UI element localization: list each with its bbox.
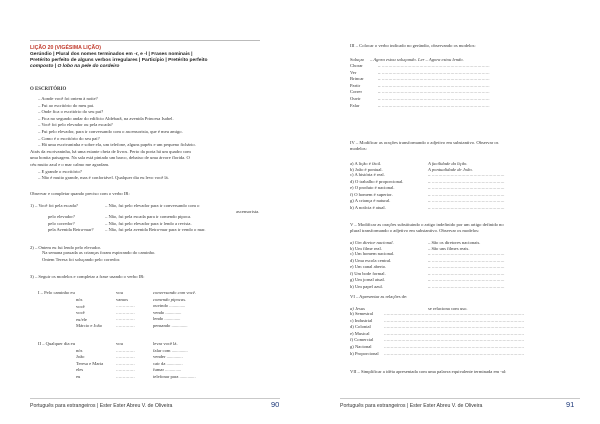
- ex6-model-answer: se relaciona com uso.: [428, 306, 468, 311]
- ex2-lines: [42, 250, 155, 263]
- ex4-blanks: [428, 172, 505, 212]
- subject: Teresa e Maria: [76, 360, 104, 366]
- phrase: levar você lá.: [153, 341, 178, 346]
- lesson-title: LIÇÃO 20 (VIGÉSIMA LIÇÃO): [30, 45, 101, 51]
- answer-blank[interactable]: – ................................................................................: [378, 82, 490, 88]
- answer-blank[interactable]: – ......................................................: [428, 198, 505, 204]
- ex4-item: f) O homem é superior.: [350, 191, 393, 197]
- verb: vou: [116, 341, 123, 346]
- verb-blank[interactable]: ..............: [116, 316, 135, 322]
- ex7-title: VII – Simplificar a idéia apresentada com uma palavra equivalente terminada em -al:: [350, 369, 507, 374]
- dialogue-end: [38, 169, 169, 182]
- ex1-question: 1) – Você foi pela escada?: [30, 203, 78, 208]
- ex1-answer-cont: ascensorista.: [236, 209, 260, 214]
- verb-label: Ver: [350, 69, 357, 75]
- page-number: 91: [566, 400, 575, 409]
- dialogue-line: – Onde fica o escritório do seu pai?: [38, 109, 104, 115]
- verb-label: Partir: [350, 82, 361, 88]
- subject: eles: [76, 367, 84, 373]
- ex3-part1-verbs: [116, 290, 135, 330]
- ex4-item: g) A criança é natural.: [350, 198, 391, 204]
- ex5-title-2: plural transformando o adjetivo em substantivo. Observar os modelos:: [350, 228, 480, 233]
- phrase[interactable]: vender ..............: [153, 354, 183, 360]
- answer-blank[interactable]: – ......................................................: [428, 185, 505, 191]
- answer-blank[interactable]: – ......................................................: [428, 283, 505, 289]
- ex3-part2-verbs: [116, 341, 135, 381]
- ex6-item: f) Comercial: [350, 337, 374, 343]
- ex6-items: [350, 311, 379, 357]
- dialogue-line: – Fui ao escritório do meu pai.: [38, 102, 95, 108]
- verb-label: Falar: [350, 102, 360, 108]
- answer-blank[interactable]: – ......................................................: [428, 251, 505, 256]
- ex5-item: d) Uma escola central.: [350, 257, 392, 263]
- ex1-answer: – Não, fui pelo elevador para ir conversando com o: [105, 203, 200, 208]
- answer-blank[interactable]: – ......................................................: [428, 277, 505, 283]
- phrase[interactable]: vendo ..............: [153, 309, 182, 315]
- dialogue-line: – Fica no segundo andar do edifício Aldebarã, na avenida Princesa Isabel.: [38, 115, 174, 121]
- dialogue-line: – Há uma escrivaninha e sobre ela, um telefone, alguns papéis e um pequeno fichário.: [38, 142, 196, 148]
- subject: você: [76, 303, 85, 309]
- section-title: O ESCRITÓRIO: [30, 87, 67, 92]
- topics-line-3: composto | O lobo na pele do cordeiro: [30, 64, 120, 69]
- ex6-title: VI – Apresentar as relações de:: [350, 294, 408, 299]
- subject: nós: [76, 347, 83, 353]
- ex3-part1-label: I – Pelo caminho eu: [38, 290, 75, 295]
- ex6-blanks: [384, 311, 524, 357]
- verb-blank[interactable]: ..............: [116, 309, 135, 315]
- answer-blank[interactable]: ........................................................................................................: [384, 350, 525, 356]
- instruction: Observar e completar quando preciso com o verbo IR:: [30, 191, 130, 196]
- ex3-part2-label: II – Qualquer dia eu: [38, 341, 75, 346]
- ex6-item: c) Industrial: [350, 317, 373, 323]
- answer-blank[interactable]: – ......................................................: [428, 264, 505, 270]
- ex3-part1-phrases: [153, 290, 196, 330]
- dialogue-continued: [30, 149, 191, 169]
- topics-line-1: Gerúndio | Plural dos nomes terminados em -r, e -l | Frases nominais |: [30, 52, 193, 57]
- dialogue-line: Atrás da escrivaninha, há uma estante cheia de livros. Perto da porta há um quadro com: [30, 148, 191, 154]
- page-number: 90: [271, 400, 280, 409]
- topics-line-2: Pretérito perfeito de alguns verbos irregulares | Particípio | Pretérito perfeito: [30, 58, 208, 63]
- ex4-item: d) O trabalho é proporcional.: [350, 178, 404, 184]
- phrase[interactable]: telefonar para ..............: [153, 373, 196, 379]
- ex5-model-2: b) Um filme real.: [350, 246, 382, 251]
- right-page: [300, 0, 600, 424]
- subject: você: [76, 310, 85, 316]
- answer-blank[interactable]: ........................................................................................................: [384, 317, 525, 323]
- phrase: comendo pipocas.: [153, 296, 187, 302]
- ex4-items: [350, 172, 403, 212]
- answer-blank[interactable]: – ................................................................................: [378, 63, 490, 68]
- ex3r-title: III – Colocar o verbo indicado no gerúndio, observando os modelos:: [350, 43, 476, 48]
- phrase[interactable]: cair da ..............: [153, 360, 183, 366]
- ex3-part1-subjects: [76, 297, 102, 330]
- ex1-prompt: pelo corredor?: [48, 220, 75, 226]
- answer-blank[interactable]: – ................................................................................: [378, 76, 490, 82]
- dialogue-line: céu muito azul e o mar calmo me agradam.: [30, 161, 110, 167]
- ex3r-model-text: – Agora estou soluçando. Ler – Agora estou lendo.: [370, 57, 464, 62]
- answer-blank[interactable]: ........................................................................................................: [384, 330, 525, 336]
- ex3-title: 3) – Seguir os modelos e completar a frase usando o verbo IR:: [30, 274, 145, 279]
- answer-blank[interactable]: – ................................................................................: [378, 69, 490, 75]
- answer-blank[interactable]: – ......................................................: [428, 191, 505, 197]
- dialogue-line: – E grande o escritório?: [38, 168, 82, 174]
- verb-blank[interactable]: ..............: [116, 367, 135, 373]
- subject: Márcio e João: [76, 323, 103, 329]
- verb-label: Correr: [350, 89, 362, 95]
- ex1-prompt: pela Avenida Beira-mar?: [48, 227, 94, 233]
- answer-blank[interactable]: – ......................................................: [428, 172, 505, 177]
- ex4-model-1-answer: A facilidade da lição.: [428, 161, 468, 166]
- ex6-item: g) Nacional: [350, 343, 372, 349]
- answer-blank[interactable]: – ......................................................: [428, 257, 505, 263]
- ex4-item: e) O produto é nacional.: [350, 185, 395, 191]
- ex1-prompts: [48, 214, 94, 234]
- footer-rule: [30, 398, 280, 399]
- ex4-item: h) A notícia é atual.: [350, 204, 386, 210]
- ex2-line: Na semana passada as crianças foram espirrando do caminho.: [42, 250, 156, 255]
- ex3r-model-label: Soluçar: [350, 57, 365, 62]
- answer-blank[interactable]: – ................................................................................: [378, 102, 490, 108]
- answer-blank[interactable]: ........................................................................................................: [384, 311, 525, 316]
- ex5-item: g) Um jornal atual.: [350, 277, 385, 283]
- dialogue-line: uma bonita paisagem. Na sala está pintado um barco, debaixo de uma árvore florida. O: [30, 155, 190, 161]
- phrase[interactable]: ouvindo ..............: [153, 303, 186, 309]
- verb-label: Brincar: [350, 76, 364, 82]
- subject: eu: [76, 373, 81, 379]
- dialogue-line: – Você foi pelo elevador ou pela escada?: [38, 122, 113, 128]
- answer-blank[interactable]: ........................................................................................................: [384, 337, 525, 343]
- verb-blank[interactable]: ..............: [116, 322, 135, 328]
- ex1-response: – Não, fui pela escada para ir comendo pipoca.: [105, 214, 192, 219]
- ex4-model-2-answer: A pontualidade de João.: [428, 167, 473, 172]
- ex5-item: f) Um bode formal.: [350, 270, 386, 276]
- ex3-part2-phrases: [153, 341, 196, 381]
- answer-blank[interactable]: – ................................................................................: [378, 89, 490, 95]
- ex4-model-2: b) João é pontual.: [350, 167, 383, 172]
- phrase[interactable]: falar com ..............: [153, 347, 188, 353]
- ex2-line: Ontem Teresa foi soluçando pelo corredor.: [42, 256, 121, 262]
- verb-blank[interactable]: ..............: [116, 360, 135, 366]
- verb-blank[interactable]: ..............: [116, 354, 135, 360]
- ex3r-verbs: [350, 63, 364, 109]
- ex5-blanks: [428, 251, 505, 291]
- subject: nós: [76, 297, 83, 302]
- ex4-model-1: a) A lição é fácil.: [350, 161, 382, 166]
- dialogue: [38, 96, 196, 149]
- ex5-item: c) Um homem nacional.: [350, 251, 395, 256]
- phrase[interactable]: pensando ..............: [153, 322, 188, 328]
- ex5-item: h) Um papel azul.: [350, 283, 383, 289]
- answer-blank[interactable]: – ......................................................: [428, 204, 505, 210]
- subject: João: [76, 354, 85, 360]
- phrase[interactable]: fumar ..............: [153, 367, 182, 373]
- answer-blank[interactable]: – ................................................................................: [378, 95, 490, 101]
- footer-rule: [340, 398, 580, 399]
- ex6-item: d) Colonial: [350, 324, 371, 330]
- verb: vamos: [116, 296, 128, 302]
- ex1-response: – Não, fui pela avenida Beira-mar para ir vendo o mar.: [105, 227, 206, 233]
- answer-blank[interactable]: – ......................................................: [428, 270, 505, 276]
- verb-label: Ouvir: [350, 95, 361, 101]
- subject: eu/ele: [76, 316, 87, 322]
- ex5-model-2-answer: – São uns filmes reais.: [428, 246, 470, 251]
- verb-label: Chorar: [350, 63, 363, 68]
- ex5-items: [350, 251, 394, 291]
- ex6-item: h) Proporcional: [350, 350, 379, 356]
- footer-text: Português para estrangeiros | Ester Ester Abreu V. de Oliveira: [30, 403, 173, 409]
- answer-blank[interactable]: – ......................................................: [428, 178, 505, 184]
- ex4-title: IV – Modificar as orações transformando o adjetivo em substantivo. Observar os: [350, 140, 499, 145]
- phrase: conversando com você.: [153, 290, 196, 295]
- ex3r-blanks: [378, 63, 490, 109]
- ex5-item: e) Um canal aberto.: [350, 264, 387, 270]
- ex6-item: e) Musical: [350, 330, 370, 336]
- ex6-item: b) Semestral: [350, 311, 374, 316]
- ex1-response: – Não, fui pelo elevador para ir lendo a revista.: [105, 220, 192, 226]
- dialogue-line: – Fui pelo elevador, para ir conversando com o ascensorista, que é meu amigo.: [38, 128, 183, 134]
- ex4-item: c) A história é real.: [350, 172, 385, 177]
- ex1-prompt: pelo elevador?: [48, 214, 75, 219]
- ex1-responses: [105, 214, 206, 234]
- answer-blank[interactable]: ........................................................................................................: [384, 324, 525, 330]
- ex3-part2-subjects: [76, 348, 103, 381]
- verb-blank[interactable]: ..............: [116, 303, 135, 309]
- dialogue-line: – Não é muito grande, mas é confortável. Qualquer dia eu levo você lá.: [38, 175, 169, 181]
- dialogue-line: – Aonde você foi ontem à noite?: [38, 96, 98, 101]
- verb: vou: [116, 290, 123, 295]
- verb-blank[interactable]: ..............: [116, 373, 135, 379]
- dialogue-line: – Como é o escritório do seu pai?: [38, 135, 100, 141]
- verb-blank[interactable]: ..............: [116, 347, 135, 353]
- top-rule: [30, 40, 260, 41]
- answer-blank[interactable]: ........................................................................................................: [384, 343, 525, 349]
- ex2-title: 2) – Ontem eu fui lendo pelo elevador.: [30, 245, 101, 250]
- ex5-model-1-answer: – São os diretores nacionais.: [428, 240, 481, 245]
- ex4-title-2: modelos:: [350, 146, 367, 151]
- ex5-model-1: a) Um diretor nacional.: [350, 240, 394, 245]
- ex5-title: V – Modificar as orações substituindo o artigo indefinido por um artigo definido no: [350, 222, 504, 227]
- footer-text: Português para estrangeiros | Ester Ester Abreu V. de Oliveira: [340, 403, 483, 409]
- ex6-model: a) Jesus: [350, 306, 365, 311]
- phrase[interactable]: lendo ..............: [153, 316, 181, 322]
